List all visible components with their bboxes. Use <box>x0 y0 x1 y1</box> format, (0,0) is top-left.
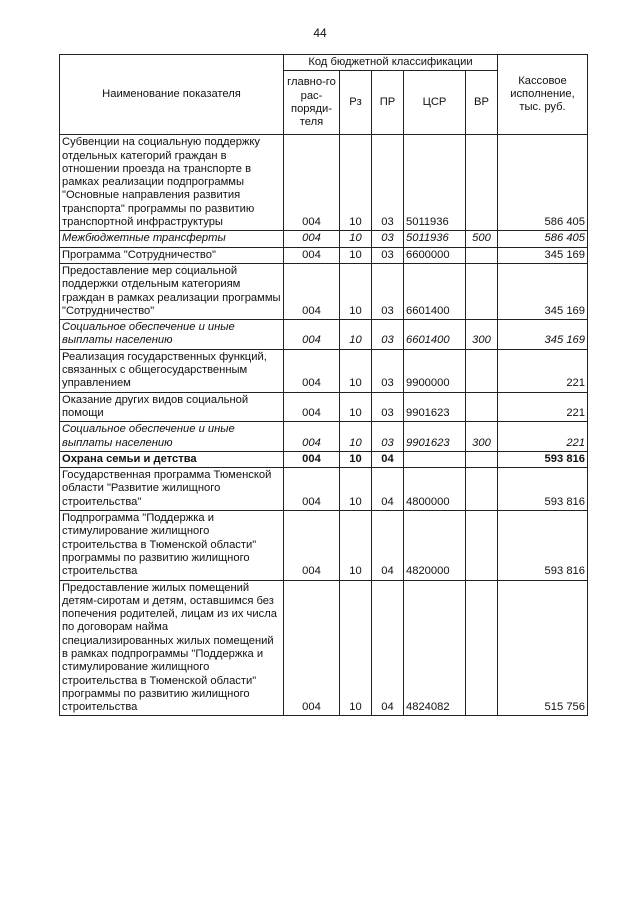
cell-vr <box>466 451 498 467</box>
table-row <box>60 263 588 319</box>
cell-amount: 593 816 <box>498 511 588 580</box>
cell-amount: 221 <box>498 422 588 452</box>
cell-csr: 9901623 <box>404 422 466 452</box>
table-row <box>60 392 588 422</box>
cell-csr: 4820000 <box>404 511 466 580</box>
cell-amount: 345 169 <box>498 247 588 263</box>
cell-vr <box>466 135 498 231</box>
cell-grbs: 004 <box>284 320 340 350</box>
table-row <box>60 231 588 247</box>
cell-name: Реализация государственных функций, связанных с общегосударственным управлением <box>60 349 284 392</box>
table-body <box>60 135 588 716</box>
cell-rz: 10 <box>340 511 372 580</box>
cell-rz: 10 <box>340 247 372 263</box>
cell-csr: 5011936 <box>404 135 466 231</box>
table-row <box>60 511 588 580</box>
cell-vr: 300 <box>466 422 498 452</box>
cell-csr <box>404 451 466 467</box>
cell-amount: 515 756 <box>498 580 588 716</box>
cell-csr: 4800000 <box>404 468 466 511</box>
cell-grbs: 004 <box>284 580 340 716</box>
cell-vr <box>466 511 498 580</box>
cell-name: Социальное обеспечение и иные выплаты населению <box>60 320 284 350</box>
cell-pr: 03 <box>372 422 404 452</box>
cell-amount: 221 <box>498 349 588 392</box>
cell-vr <box>466 263 498 319</box>
page-number: 44 <box>313 26 327 40</box>
cell-grbs: 004 <box>284 231 340 247</box>
cell-csr: 6601400 <box>404 263 466 319</box>
cell-name: Программа "Сотрудничество" <box>60 247 284 263</box>
cell-pr: 04 <box>372 468 404 511</box>
cell-amount: 593 816 <box>498 451 588 467</box>
cell-amount: 586 405 <box>498 231 588 247</box>
cell-rz: 10 <box>340 580 372 716</box>
cell-amount: 345 169 <box>498 263 588 319</box>
cell-rz: 10 <box>340 468 372 511</box>
cell-grbs: 004 <box>284 247 340 263</box>
cell-name: Государственная программа Тюменской области "Развитие жилищного строительства" <box>60 468 284 511</box>
cell-vr <box>466 468 498 511</box>
header-name: Наименование показателя <box>60 55 284 135</box>
cell-grbs: 004 <box>284 349 340 392</box>
cell-csr: 9900000 <box>404 349 466 392</box>
cell-pr: 04 <box>372 451 404 467</box>
cell-csr: 6600000 <box>404 247 466 263</box>
cell-pr: 03 <box>372 320 404 350</box>
cell-rz: 10 <box>340 349 372 392</box>
cell-rz: 10 <box>340 231 372 247</box>
cell-pr: 03 <box>372 247 404 263</box>
header-grbs: главно-го рас-поряди-теля <box>284 71 340 135</box>
cell-pr: 03 <box>372 231 404 247</box>
cell-name: Субвенции на социальную поддержку отдельных категорий граждан в отношении проезда на транспорте в рамках реализации подпрограммы "Основные направления развития транспорта" программы по развитию транспортной инфраструктуры <box>60 135 284 231</box>
cell-grbs: 004 <box>284 392 340 422</box>
cell-vr <box>466 247 498 263</box>
table-row <box>60 422 588 452</box>
header-code-group: Код бюджетной классификации <box>284 55 498 71</box>
cell-rz: 10 <box>340 422 372 452</box>
cell-name: Межбюджетные трансферты <box>60 231 284 247</box>
cell-name: Оказание других видов социальной помощи <box>60 392 284 422</box>
cell-rz: 10 <box>340 392 372 422</box>
cell-name: Охрана семьи и детства <box>60 451 284 467</box>
cell-vr: 500 <box>466 231 498 247</box>
cell-vr <box>466 349 498 392</box>
table-row <box>60 451 588 467</box>
cell-vr <box>466 580 498 716</box>
cell-name: Подпрограмма "Поддержка и стимулирование жилищного строительства в Тюменской области" программы по развитию жилищного строительства <box>60 511 284 580</box>
cell-grbs: 004 <box>284 451 340 467</box>
cell-amount: 345 169 <box>498 320 588 350</box>
cell-csr: 5011936 <box>404 231 466 247</box>
header-vr: ВР <box>466 71 498 135</box>
table-row <box>60 135 588 231</box>
cell-rz: 10 <box>340 451 372 467</box>
cell-pr: 03 <box>372 349 404 392</box>
cell-amount: 586 405 <box>498 135 588 231</box>
header-rz: Рз <box>340 71 372 135</box>
cell-name: Предоставление мер социальной поддержки отдельным категориям граждан в рамках реализации программы "Сотрудничество" <box>60 263 284 319</box>
cell-csr: 9901623 <box>404 392 466 422</box>
cell-grbs: 004 <box>284 468 340 511</box>
cell-grbs: 004 <box>284 422 340 452</box>
cell-rz: 10 <box>340 135 372 231</box>
cell-amount: 593 816 <box>498 468 588 511</box>
table-row <box>60 468 588 511</box>
cell-vr: 300 <box>466 320 498 350</box>
cell-name: Предоставление жилых помещений детям-сиротам и детям, оставшимся без попечения родителей, лицам из их числа по договорам найма специализированных жилых помещений в рамках подпрограммы "Поддержка и стимулирование жилищного строительства в Тюменской области" программы по развитию жилищного строительства <box>60 580 284 716</box>
budget-table <box>59 54 588 716</box>
header-amount: Кассовое исполнение, тыс. руб. <box>498 55 588 135</box>
cell-rz: 10 <box>340 320 372 350</box>
cell-pr: 03 <box>372 263 404 319</box>
table-row <box>60 320 588 350</box>
cell-name: Социальное обеспечение и иные выплаты населению <box>60 422 284 452</box>
cell-amount: 221 <box>498 392 588 422</box>
table-row <box>60 247 588 263</box>
cell-csr: 4824082 <box>404 580 466 716</box>
table-row <box>60 349 588 392</box>
cell-grbs: 004 <box>284 511 340 580</box>
cell-grbs: 004 <box>284 263 340 319</box>
table-row <box>60 580 588 716</box>
header-csr: ЦСР <box>404 71 466 135</box>
cell-pr: 04 <box>372 511 404 580</box>
cell-pr: 03 <box>372 392 404 422</box>
cell-vr <box>466 392 498 422</box>
cell-pr: 04 <box>372 580 404 716</box>
cell-csr: 6601400 <box>404 320 466 350</box>
cell-grbs: 004 <box>284 135 340 231</box>
header-pr: ПР <box>372 71 404 135</box>
cell-rz: 10 <box>340 263 372 319</box>
cell-pr: 03 <box>372 135 404 231</box>
